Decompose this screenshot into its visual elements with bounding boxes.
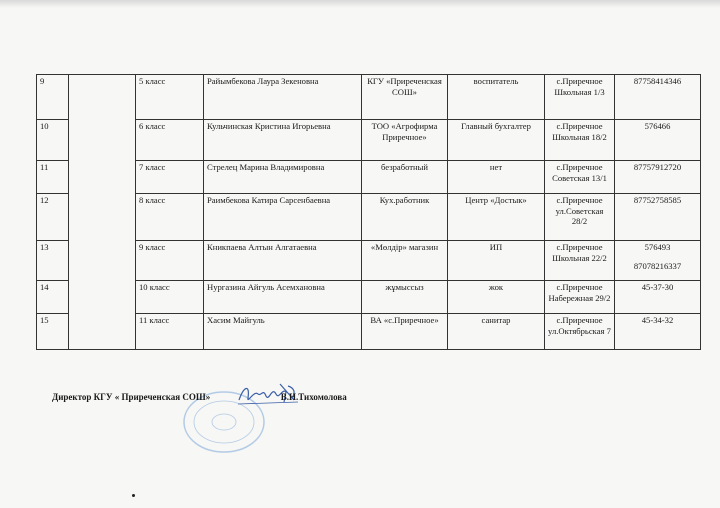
address-cell: с.Приречное ул.Октябрьская 7 [545,314,615,350]
parent-committee-table [36,74,701,350]
grade-cell: 6 класс [136,120,204,161]
name-cell: Хасим Майгуль [204,314,362,350]
workplace-cell: ВА «с.Приречное» [362,314,448,350]
table-row [37,314,701,350]
phone-number: 576493 [644,242,671,252]
address-cell: с.Приречное Школьная 1/3 [545,75,615,120]
table-row [37,161,701,194]
table-row [37,241,701,281]
position-cell: жок [448,281,545,314]
table-body [37,75,701,350]
table-row [37,194,701,241]
workplace-cell: безработный [362,161,448,194]
row-number: 13 [37,241,69,281]
name-cell: Стрелец Марина Владимировна [204,161,362,194]
director-title: Директор КГУ « Приреченская СОШ» [52,392,211,402]
row-number: 14 [37,281,69,314]
phone-number: 87752758585 [633,195,682,205]
position-cell: Центр «Достык» [448,194,545,241]
phone-cell [615,161,701,194]
phone-cell [615,281,701,314]
position-cell: санитар [448,314,545,350]
name-cell: Нургазина Айгуль Асемхановна [204,281,362,314]
phone-number: 87757912720 [633,162,682,172]
position-cell: ИП [448,241,545,281]
address-cell: с.Приречное Набережная 29/2 [545,281,615,314]
table-row [37,75,701,120]
phone-cell [615,194,701,241]
address-cell: с.Приречное ул.Советская 28/2 [545,194,615,241]
signatory-name: В.Н.Тихомолова [280,392,347,402]
phone-number: 45-34-32 [641,315,674,325]
phone-cell [615,75,701,120]
grade-cell: 11 класс [136,314,204,350]
phone-number: 45-37-30 [641,282,674,292]
workplace-cell: Кух.работник [362,194,448,241]
address-cell: с.Приречное Советская 13/1 [545,161,615,194]
name-cell: Раимбекова Катира Сарсенбаевна [204,194,362,241]
grade-cell: 8 класс [136,194,204,241]
ink-speck [132,494,135,497]
phone-cell [615,241,701,281]
address-cell: с.Приречное Школьная 22/2 [545,241,615,281]
address-cell: с.Приречное Школьная 18/2 [545,120,615,161]
phone-number: 87078216337 [633,260,682,271]
row-number: 9 [37,75,69,120]
grade-cell: 10 класс [136,281,204,314]
row-number: 11 [37,161,69,194]
name-cell: Кникпаева Алтын Алгатаевна [204,241,362,281]
merged-blank-cell [69,75,136,350]
row-number: 15 [37,314,69,350]
workplace-cell: жұмыссыз [362,281,448,314]
row-number: 12 [37,194,69,241]
workplace-cell: «Мөлдір» магазин [362,241,448,281]
phone-number: 87758414346 [633,76,682,86]
phone-cell [615,120,701,161]
grade-cell: 7 класс [136,161,204,194]
position-cell: воспитатель [448,75,545,120]
table-row [37,120,701,161]
workplace-cell: КГУ «Приреченская СОШ» [362,75,448,120]
footer-signature-line [52,392,347,402]
grade-cell: 9 класс [136,241,204,281]
phone-cell [615,314,701,350]
position-cell: Главный бухгалтер [448,120,545,161]
phone-number: 576466 [644,121,671,131]
grade-cell: 5 класс [136,75,204,120]
name-cell: Кульчинская Кристина Игорьевна [204,120,362,161]
spacer [618,253,697,261]
table-row [37,281,701,314]
row-number: 10 [37,120,69,161]
position-cell: нет [448,161,545,194]
name-cell: Райымбекова Лаура Зекеновна [204,75,362,120]
workplace-cell: ТОО «Агрофирма Приречное» [362,120,448,161]
scan-edge [0,0,720,8]
